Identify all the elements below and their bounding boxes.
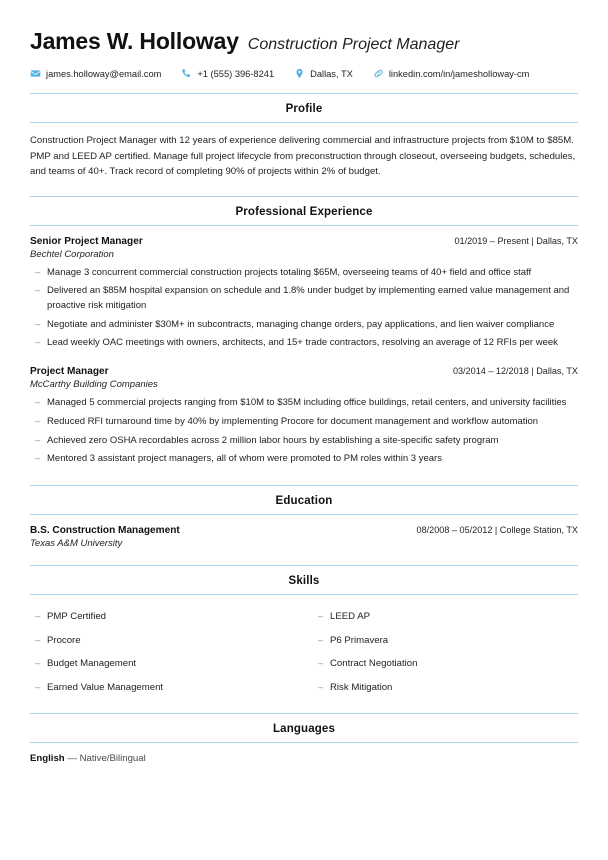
- experience-bullet: – Reduced RFI turnaround time by 40% by implementing Procore for document management and workflow automation: [30, 415, 578, 430]
- experience-bullet: – Negotiate and administer $30M+ in subcontracts, managing change orders, pay applications, and lien waiver compliance: [30, 318, 578, 333]
- section-skills: [30, 565, 578, 699]
- education-dates-location: 08/2008 – 05/2012 | College Station, TX: [416, 525, 578, 536]
- contact-email-text: james.holloway@email.com: [46, 68, 162, 79]
- section-header-skills: [30, 565, 578, 595]
- skills-column-right: [304, 605, 578, 699]
- experience-company: Bechtel Corporation: [30, 248, 114, 260]
- experience-entry: [30, 366, 578, 467]
- experience-dates-location: 03/2014 – 12/2018 | Dallas, TX: [452, 366, 578, 377]
- experience-bullet: – Managed 5 commercial projects ranging from $10M to $35M including office buildings, retail centers, and university facilities: [30, 396, 578, 411]
- education-school: Texas A&M University: [30, 538, 123, 550]
- resume-header: [30, 28, 578, 55]
- skill-item: – Budget Management: [30, 652, 304, 676]
- skills-column-left: [30, 605, 304, 699]
- skill-item: – Risk Mitigation: [304, 676, 578, 700]
- phone-icon: [181, 68, 192, 79]
- email-icon: [30, 68, 41, 79]
- experience-bullet-list: [30, 396, 578, 467]
- experience-body: [30, 226, 578, 467]
- section-header-education: [30, 485, 578, 515]
- contact-email[interactable]: [30, 68, 161, 79]
- experience-company: McCarthy Building Companies: [30, 379, 158, 391]
- skill-item: – Earned Value Management: [30, 676, 304, 700]
- skill-item: – LEED AP: [304, 605, 578, 629]
- skill-item: – Procore: [30, 629, 304, 653]
- section-header-profile: [30, 93, 578, 123]
- experience-bullet: – Lead weekly OAC meetings with owners, architects, and 15+ trade contractors, resolving an average of 12 RFIs per week: [30, 336, 578, 351]
- experience-bullet: – Achieved zero OSHA recordables across 2 million labor hours by establishing a site-specific safety program: [30, 434, 578, 449]
- contact-linkedin[interactable]: [373, 68, 530, 79]
- section-profile: [30, 93, 578, 180]
- experience-entry: [30, 236, 578, 352]
- languages-body: [30, 743, 578, 764]
- experience-bullet-list: [30, 266, 578, 352]
- language-level: — Native/Bilingual: [67, 753, 146, 765]
- experience-entry-header: [30, 236, 578, 247]
- contact-linkedin-text: linkedin.com/in/jamesholloway-cm: [388, 68, 530, 79]
- contact-phone[interactable]: [181, 68, 274, 79]
- section-title-profile: Profile: [285, 103, 323, 115]
- candidate-name: James W. Holloway: [30, 28, 239, 54]
- candidate-headline: Construction Project Manager: [247, 36, 460, 53]
- experience-bullet: – Mentored 3 assistant project managers, all of whom were promoted to PM roles within 3 years: [30, 452, 578, 467]
- contact-row: [30, 68, 578, 79]
- education-degree: B.S. Construction Management: [30, 525, 180, 537]
- section-languages: [30, 713, 578, 764]
- education-entry-header: [30, 525, 578, 536]
- contact-location-text: Dallas, TX: [310, 68, 353, 79]
- skills-body: [30, 595, 578, 699]
- skill-item: – P6 Primavera: [304, 629, 578, 653]
- education-body: [30, 515, 578, 549]
- section-title-education: Education: [275, 495, 333, 508]
- section-title-languages: Languages: [272, 723, 336, 736]
- profile-summary-text: Construction Project Manager with 12 years of experience delivering commercial and infrastructure projects from $10M to $85M. PMP and LEED AP certified. Manage full project lifecycle from preconstruction through closeout, overseeing budgets, schedules, and teams of 40+. Track record of completing 90% of projects within 2% of budget.: [30, 135, 576, 178]
- contact-location: [294, 68, 353, 79]
- language-name: English: [30, 753, 65, 765]
- section-experience: [30, 196, 578, 467]
- section-education: [30, 485, 578, 549]
- experience-job-title: Senior Project Manager: [30, 235, 143, 247]
- experience-entry-header: [30, 366, 578, 377]
- experience-job-title: Project Manager: [30, 366, 109, 378]
- location-pin-icon: [294, 68, 305, 79]
- section-title-skills: Skills: [288, 575, 320, 588]
- language-item: [30, 753, 578, 764]
- skills-grid: [30, 605, 578, 699]
- skill-item: – PMP Certified: [30, 605, 304, 629]
- experience-bullet: – Manage 3 concurrent commercial construction projects totaling $65M, overseeing teams of 40+ field and office staff: [30, 266, 578, 281]
- profile-body: [30, 123, 578, 180]
- section-header-languages: [30, 713, 578, 743]
- experience-dates-location: 01/2019 – Present | Dallas, TX: [454, 235, 578, 246]
- section-title-experience: Professional Experience: [235, 205, 373, 218]
- link-icon: [373, 68, 384, 79]
- section-header-experience: [30, 196, 578, 226]
- education-entry: [30, 525, 578, 549]
- contact-phone-text: +1 (555) 396-8241: [197, 68, 275, 79]
- skill-item: – Contract Negotiation: [304, 652, 578, 676]
- experience-bullet: – Delivered an $85M hospital expansion on schedule and 1.8% under budget by implementing earned value management and proactive risk mitigation: [30, 284, 578, 313]
